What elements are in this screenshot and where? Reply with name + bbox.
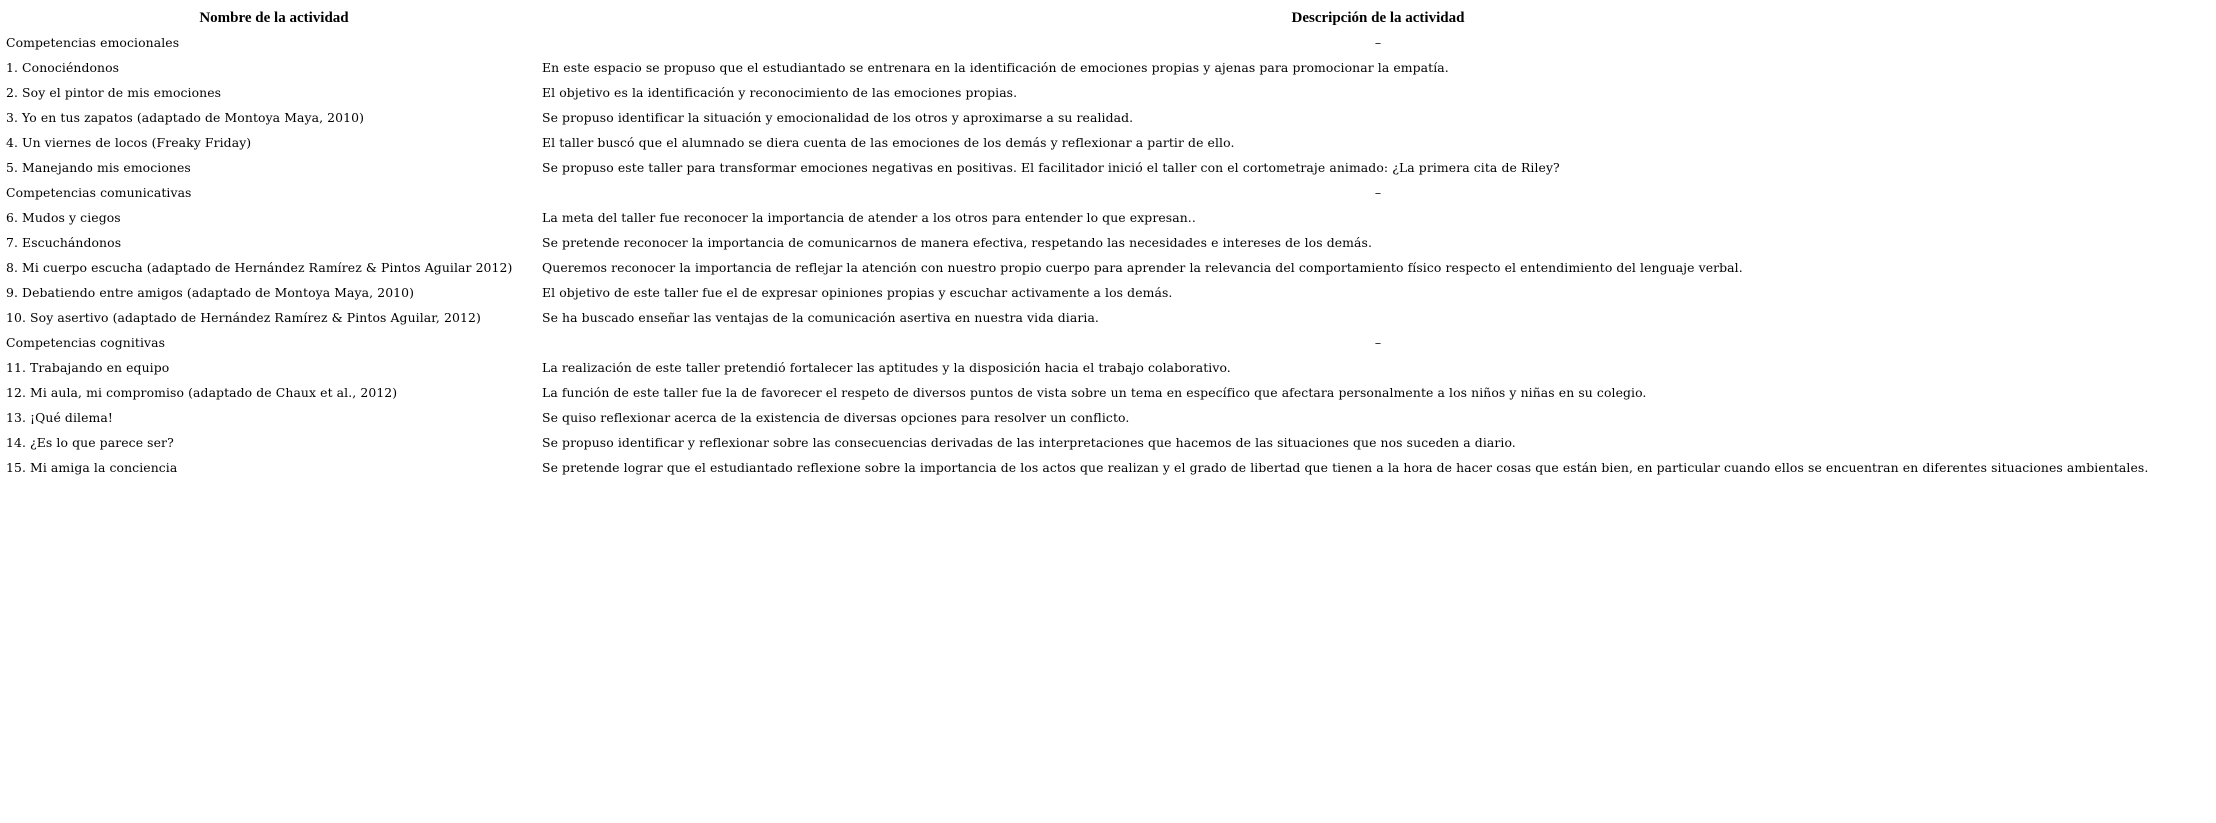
section-row [6,330,2214,355]
activity-description: Queremos reconocer la importancia de reflejar la atención con nuestro propio cuerpo para aprender la relevancia del comportamiento físico respecto el entendimiento del lenguaje verbal. [542,260,1743,275]
section-row [6,30,2214,55]
activity-description: La meta del taller fue reconocer la importancia de atender a los otros para entender lo que expresan.. [542,210,1196,225]
section-name: Competencias emocionales [6,35,180,50]
activity-name: 6. Mudos y ciegos [6,210,121,225]
activity-name: 3. Yo en tus zapatos (adaptado de Montoya Maya, 2010) [6,110,365,125]
table-row [6,280,2214,305]
section-description: – [1374,35,1382,50]
table-row [6,305,2214,330]
activity-name: 11. Trabajando en equipo [6,360,170,375]
activity-description: La función de este taller fue la de favorecer el respeto de diversos puntos de vista sobre un tema en específico que afectara personalmente a los niños y niñas en su colegio. [542,385,1647,400]
activity-description: Se propuso identificar la situación y emocionalidad de los otros y aproximarse a su realidad. [542,110,1134,125]
activity-description: La realización de este taller pretendió fortalecer las aptitudes y la disposición hacia el trabajo colaborativo. [542,360,1231,375]
activity-name: 8. Mi cuerpo escucha (adaptado de Hernández Ramírez & Pintos Aguilar 2012) [6,260,513,275]
header-row [6,6,2214,30]
table-row [6,80,2214,105]
table-row [6,230,2214,255]
table-row [6,455,2214,480]
activity-name: 2. Soy el pintor de mis emociones [6,85,222,100]
activity-name: 1. Conociéndonos [6,60,120,75]
header-activity-description: Descripción de la actividad [1291,10,1465,26]
activities-table [6,6,2214,480]
section-name: Competencias comunicativas [6,185,192,200]
activity-name: 15. Mi amiga la conciencia [6,460,178,475]
activity-name: 10. Soy asertivo (adaptado de Hernández Ramírez & Pintos Aguilar, 2012) [6,310,481,325]
activity-description: En este espacio se propuso que el estudiantado se entrenara en la identificación de emociones propias y ajenas para promocionar la empatía. [542,60,1449,75]
header-activity-name: Nombre de la actividad [199,10,349,26]
activity-description: El objetivo es la identificación y reconocimiento de las emociones propias. [542,85,1018,100]
activity-description: El objetivo de este taller fue el de expresar opiniones propias y escuchar activamente a los demás. [542,285,1173,300]
activity-name: 5. Manejando mis emociones [6,160,191,175]
table-row [6,405,2214,430]
table-row [6,255,2214,280]
table-row [6,105,2214,130]
activity-description: Se pretende lograr que el estudiantado reflexione sobre la importancia de los actos que realizan y el grado de libertad que tienen a la hora de hacer cosas que están bien, en particular cuando ellos se encuentran en diferentes situaciones ambientales. [542,460,2149,475]
table-row [6,155,2214,180]
section-description: – [1374,185,1382,200]
table-row [6,55,2214,80]
table-row [6,380,2214,405]
section-name: Competencias cognitivas [6,335,166,350]
activity-description: Se propuso identificar y reflexionar sobre las consecuencias derivadas de las interpretaciones que hacemos de las situaciones que nos suceden a diario. [542,435,1516,450]
table-row [6,205,2214,230]
table-row [6,430,2214,455]
table-body [6,30,2214,480]
table-row [6,355,2214,380]
section-description: – [1374,335,1382,350]
activity-description: Se ha buscado enseñar las ventajas de la comunicación asertiva en nuestra vida diaria. [542,310,1099,325]
activity-name: 7. Escuchándonos [6,235,122,250]
activity-name: 4. Un viernes de locos (Freaky Friday) [6,135,252,150]
activity-name: 9. Debatiendo entre amigos (adaptado de Montoya Maya, 2010) [6,285,415,300]
section-row [6,180,2214,205]
activity-description: Se pretende reconocer la importancia de comunicarnos de manera efectiva, respetando las necesidades e intereses de los demás. [542,235,1373,250]
activity-name: 14. ¿Es lo que parece ser? [6,435,174,450]
activity-name: 12. Mi aula, mi compromiso (adaptado de Chaux et al., 2012) [6,385,398,400]
activity-description: Se quiso reflexionar acerca de la existencia de diversas opciones para resolver un conflicto. [542,410,1130,425]
activity-description: El taller buscó que el alumnado se diera cuenta de las emociones de los demás y reflexionar a partir de ello. [542,135,1235,150]
activity-description: Se propuso este taller para transformar emociones negativas en positivas. El facilitador inició el taller con el cortometraje animado: ¿La primera cita de Riley? [542,160,1560,175]
table-row [6,130,2214,155]
table-header [6,6,2214,30]
activity-name: 13. ¡Qué dilema! [6,410,113,425]
